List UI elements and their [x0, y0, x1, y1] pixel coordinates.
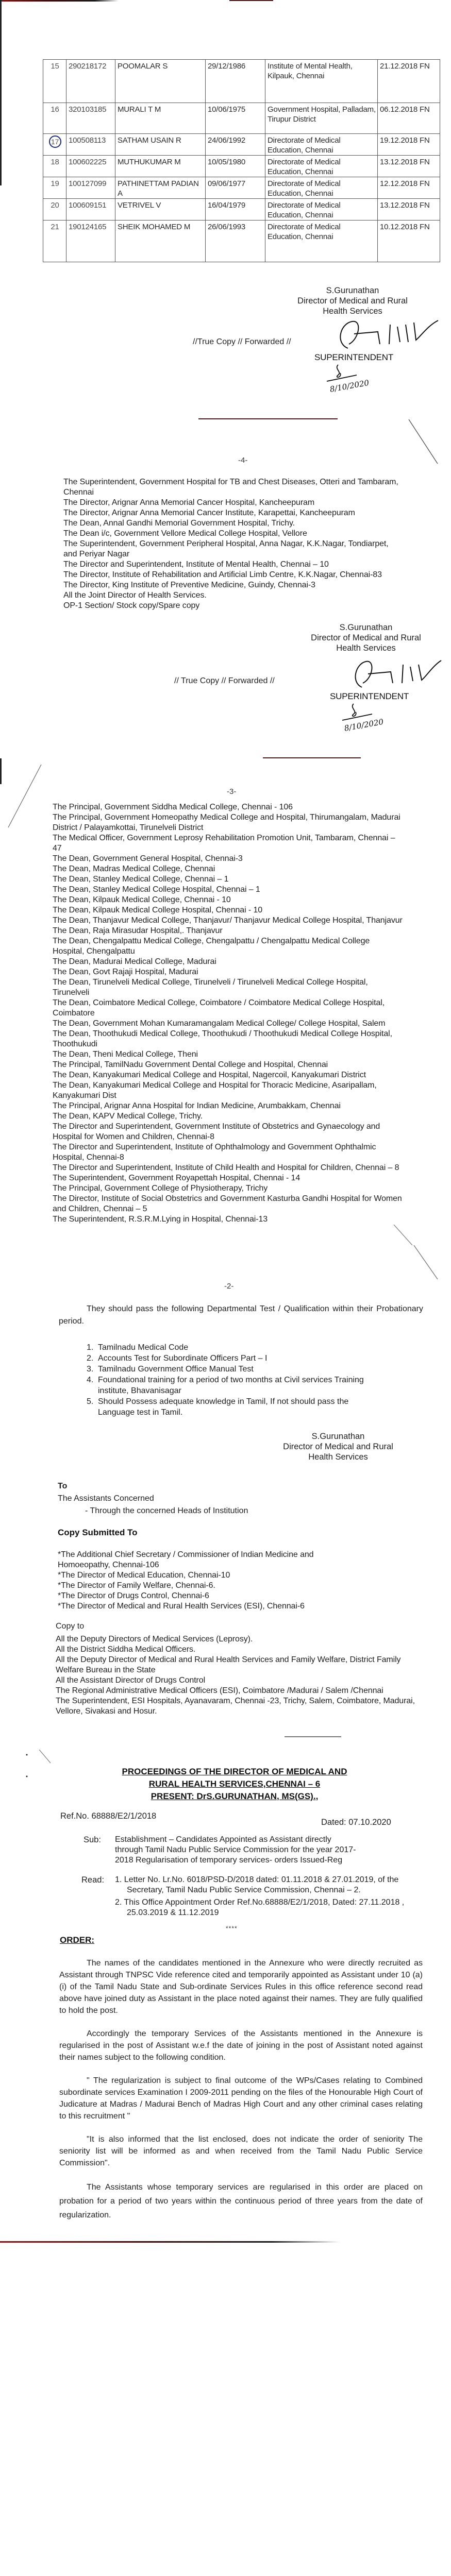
scan-edge-shadow	[0, 0, 119, 2]
signatory-block	[271, 1431, 405, 1462]
order-paragraph: The Assistants whose temporary services are regularised in this order are placed on probation for a period of two years within the continuous period of three years from the date of regularization.	[59, 2183, 423, 2219]
addressee-item: The Dean, Theni Medical College, Theni	[53, 1050, 198, 1059]
test-number: 5.	[87, 1397, 94, 1406]
probation-intro: They should pass the following Departmental Test / Qualification within their Probationary period.	[59, 1304, 423, 1326]
signatory-title: Health Services	[336, 643, 396, 653]
addressee-item: The Dean, Thanjavur Medical College, Thanjavur/ Thanjavur Medical College Hospital, Thanjavur	[53, 916, 403, 925]
true-copy-note: // True Copy // Forwarded //	[174, 676, 275, 685]
addressee-item: The Director and Superintendent, Government Institute of Obstetrics and Gynaecology and Hospital for Women and Children, Chennai-8	[53, 1122, 380, 1141]
addressee-list	[63, 477, 398, 611]
handwritten-date: 8/10/2020	[343, 717, 385, 733]
addressee-item: The Dean, Madurai Medical College, Madurai	[53, 957, 216, 966]
superintendent-label: SUPERINTENDENT	[330, 691, 409, 701]
addressee-item: The Director, Institute of Rehabilitation and Artificial Limb Centre, K.K.Nagar, Chennai-83	[63, 570, 382, 579]
signatory-title: Director of Medical and Rural	[311, 633, 421, 642]
order-paragraph: The names of the candidates mentioned in the Annexure who were directly recruited as Assistant through TNPSC Vide reference cited and temporarily appointed as Assistant under 10 (a)(i) of the Tamil Nadu State and Sub-ordinate Services Rules in this office reference second read above have joined duty as Assistant in the place noted against their names. They are fully qualified to hold the post.	[59, 1959, 423, 2015]
candidate-name-cell: SATHAM USAIN R	[115, 134, 206, 156]
candidate-name-cell: MUTHUKUMAR M	[115, 156, 206, 177]
order-paragraph: "It is also informed that the list enclosed, does not indicate the order of seniority The seniority list will be informed as and when received from the Tamil Nadu Public Service Commission".	[59, 2135, 423, 2167]
addressee-item: The Director and Superintendent, Institute of Mental Health, Chennai – 10	[63, 560, 329, 569]
handwritten-signature-icon	[346, 657, 444, 690]
scan-edge-shadow	[229, 0, 273, 1]
addressee-item: The Dean, Raja Mirasudar Hospital,. Thanjavur	[53, 926, 223, 935]
test-number: 4.	[87, 1376, 94, 1384]
candidate-name-cell: PATHINETTAM PADIAN A	[115, 177, 206, 199]
addressee-item: The Director, Arignar Anna Memorial Cancer Institute, Karapettai, Kancheepuram	[63, 509, 355, 517]
to-recipient: The Assistants Concerned	[58, 1494, 154, 1503]
addressee-item: The Dean, Thoothukudi Medical College, Thoothukudi / Thoothukudi Medical College Hospital, Thoothukudi	[53, 1029, 392, 1048]
addressee-item: The Dean, Chengalpattu Medical College, Chengalpattu / Chengalpattu Medical College Hospital, Chengalpattu	[53, 937, 370, 956]
date-of-birth-cell: 09/06/1977	[206, 177, 265, 199]
scan-edge-shadow	[0, 2241, 340, 2243]
serial-number-cell: 19	[43, 177, 66, 199]
addressee-item: The Principal, Arignar Anna Hospital for Indian Medicine, Arumbakkam, Chennai	[53, 1101, 341, 1110]
date-of-joining-cell: 19.12.2018 FN	[378, 134, 440, 156]
copy-to-item: All the Assistant Director of Drugs Control	[56, 1676, 206, 1685]
addressee-item: The Superintendent, Government Royapettah Hospital, Chennai - 14	[53, 1174, 300, 1182]
departmental-test-list	[87, 1342, 375, 1418]
date-of-birth-cell: 16/04/1979	[206, 199, 265, 221]
addressee-item: The Dean, Stanley Medical College, Chennai – 1	[53, 875, 229, 884]
page-number: -4-	[238, 456, 248, 465]
true-copy-note: //True Copy // Forwarded //	[193, 337, 291, 346]
candidate-name-cell: SHEIK MOHAMED M	[115, 221, 206, 262]
addressee-item: OP-1 Section/ Stock copy/Spare copy	[63, 601, 200, 610]
addressee-list	[53, 802, 403, 1225]
addressee-item: The Dean, Tirunelveli Medical College, Tirunelveli / Tirunelveli Medical College Hospital, Tirunelveli	[53, 978, 368, 997]
test-text: Tamilnadu Medical Code	[98, 1343, 189, 1352]
copy-to-item: The Superintendent, ESI Hospitals, Ayanavaram, Chennai -23, Trichy, Salem, Coimbatore, Madurai, Vellore, Sivakasi and Hosur.	[56, 1697, 415, 1716]
reference-number: Ref.No. 68888/E2/1/2018	[60, 1811, 157, 1821]
addressee-item: The Superintendent, R.S.R.M.Lying in Hospital, Chennai-13	[53, 1215, 268, 1224]
copy-submitted-item: *The Director of Medical Education, Chennai-10	[58, 1571, 230, 1580]
read-item: 1. Letter No. Lr.No. 6018/PSD-D/2018 dated: 01.11.2018 & 27.01.2019, of the Secretary, Tamil Nadu Public Service Commission, Chennai – 2.	[115, 1875, 399, 1894]
scan-pen-mark-icon	[410, 1245, 441, 1281]
addressee-item: The Principal, TamilNadu Government Dental College and Hospital, Chennai	[53, 1060, 328, 1069]
addressee-item: The Director and Superintendent, Institute of Child Health and Hospital for Children, Chennai – 8	[53, 1163, 399, 1172]
place-of-posting-cell: Directorate of Medical Education, Chennai	[265, 156, 378, 177]
page-number: -2-	[224, 1282, 234, 1291]
addressee-item: The Principal, Government Siddha Medical College, Chennai - 106	[53, 803, 293, 811]
addressee-item: The Dean, Govt Rajaji Hospital, Madurai	[53, 968, 198, 976]
serial-number-cell: 21	[43, 221, 66, 262]
test-text: Should Possess adequate knowledge in Tamil, If not should pass the Language test in Tamil.	[98, 1397, 349, 1417]
serial-number-cell: 15	[43, 60, 66, 103]
addressee-item: The Dean, Kilpauk Medical College, Chennai - 10	[53, 895, 231, 904]
annexure-table	[43, 59, 440, 262]
signatory-title: Director of Medical and Rural	[297, 296, 408, 306]
dated: Dated: 07.10.2020	[321, 1818, 391, 1827]
handwritten-signature-icon	[332, 317, 443, 351]
register-number-cell: 320103185	[66, 103, 115, 134]
page-annexure	[0, 0, 451, 419]
candidate-name-cell: POOMALAR S	[115, 60, 206, 103]
table-row	[43, 221, 440, 262]
signatory-name: S.Gurunathan	[311, 1432, 365, 1441]
addressee-item: The Dean, Government General Hospital, Chennai-3	[53, 854, 243, 863]
date-of-birth-cell: 10/05/1980	[206, 156, 265, 177]
date-of-joining-cell: 21.12.2018 FN	[378, 60, 440, 103]
scan-edge-border	[0, 758, 2, 784]
read-label: Read:	[81, 1875, 105, 1885]
copy-to-item: All the District Siddha Medical Officers.	[56, 1645, 196, 1654]
proceedings-title-line: PROCEEDINGS OF THE DIRECTOR OF MEDICAL AND	[122, 1767, 347, 1776]
addressee-item: The Dean, KAPV Medical College, Trichy.	[53, 1112, 203, 1121]
departmental-test-item	[87, 1396, 375, 1418]
copy-to-item: The Regional Administrative Medical Officers (ESI), Coimbatore /Madurai / Salem /Chennai	[56, 1686, 383, 1695]
date-of-birth-cell: 10/06/1975	[206, 103, 265, 134]
proceedings-title-line: PRESENT: DrS.GURUNATHAN, MS(GS).,	[151, 1791, 319, 1801]
signatory-title: Director of Medical and Rural	[283, 1442, 393, 1451]
page-one-proceedings	[0, 1737, 451, 2243]
read-item: 2. This Office Appointment Order Ref.No.68888/E2/1/2018, Dated: 27.11.2018 , 25.03.2019 & 11.12.2019	[115, 1898, 405, 1917]
subject-row	[83, 1835, 451, 1866]
to-label: To	[58, 1482, 68, 1490]
attestation-block	[0, 671, 451, 738]
separator-stars: ****	[226, 1925, 238, 1932]
proceedings-title	[0, 1766, 451, 1803]
scan-pen-mark-icon	[25, 1748, 56, 1778]
serial-number-cell: 18	[43, 156, 66, 177]
place-of-posting-cell: Directorate of Medical Education, Chennai	[265, 134, 378, 156]
addressee-item: The Dean, Kanyakumari Medical College and Hospital, Nagercoil, Kanyakumari District	[53, 1071, 366, 1079]
serial-number-cell: 20	[43, 199, 66, 221]
signatory-title: Health Services	[323, 307, 382, 316]
addressee-item: All the Joint Director of Health Services.	[63, 591, 207, 600]
copy-submitted-item: *The Director of Family Welfare, Chennai-6.	[58, 1581, 215, 1590]
circled-serial-number: 17	[49, 135, 61, 148]
date-of-birth-cell: 24/06/1992	[206, 134, 265, 156]
copy-to-heading: Copy to	[56, 1622, 85, 1631]
date-of-birth-cell: 26/06/1993	[206, 221, 265, 262]
signatory-block	[299, 622, 433, 653]
copy-submitted-heading: Copy Submitted To	[58, 1528, 138, 1537]
page-four	[0, 419, 451, 758]
copy-to-item: All the Deputy Directors of Medical Services (Leprosy).	[56, 1635, 253, 1643]
serial-number-cell: 16	[43, 103, 66, 134]
test-number: 2.	[87, 1354, 94, 1363]
candidate-name-cell: MURALI T M	[115, 103, 206, 134]
test-number: 1.	[87, 1343, 94, 1352]
table-row	[43, 156, 440, 177]
subject-label: Sub:	[83, 1835, 101, 1844]
departmental-test-item	[87, 1364, 375, 1375]
date-of-joining-cell: 06.12.2018 FN	[378, 103, 440, 134]
signatory-name: S.Gurunathan	[326, 286, 379, 295]
order-paragraph: " The regularization is subject to final outcome of the WPs/Cases relating to Combined subordinate services Examination I 2009-2011 pending on the files of the Honourable High Court of Judicature at Madras / Madurai Bench of Madras High Court and any other criminal cases relating to this recruitment "	[59, 2076, 423, 2121]
read-row	[81, 1875, 451, 1918]
date-of-birth-cell: 29/12/1986	[206, 60, 265, 103]
addressee-item: The Dean, Kilpauk Medical College Hospital, Chennai - 10	[53, 906, 263, 914]
place-of-posting-cell: Institute of Mental Health, Kilpauk, Chennai	[265, 60, 378, 103]
read-items	[115, 1875, 409, 1918]
scan-edge-border	[0, 0, 2, 185]
place-of-posting-cell: Government Hospital, Palladam, Tirupur District	[265, 103, 378, 134]
copy-to-item: All the Deputy Director of Medical and Rural Health Services and Family Welfare, District Family Welfare Bureau in the State	[56, 1655, 401, 1674]
table-row	[43, 134, 440, 156]
page-three	[0, 758, 451, 1245]
copy-submitted-item: *The Director of Drugs Control, Chennai-6	[58, 1591, 209, 1600]
addressee-item: The Superintendent, Government Peripheral Hospital, Anna Nagar, K.K.Nagar, Tondiarpet, and Periyar Nagar	[63, 539, 389, 558]
to-through: - Through the concerned Heads of Institution	[85, 1506, 248, 1515]
addressee-item: The Director, King Institute of Preventive Medicine, Guindy, Chennai-3	[63, 581, 315, 589]
addressee-item: The Dean, Government Mohan Kumaramangalam Medical College/ College Hospital, Salem	[53, 1019, 386, 1028]
addressee-item: The Dean i/c, Government Vellore Medical College Hospital, Vellore	[63, 529, 307, 538]
register-number-cell: 100127099	[66, 177, 115, 199]
addressee-item: The Superintendent, Government Hospital for TB and Chest Diseases, Otteri and Tambaram, Chennai	[63, 478, 398, 497]
scan-pen-mark-icon	[392, 1225, 417, 1245]
addressee-item: The Dean, Kanyakumari Medical College and Hospital for Thoracic Medicine, Asaripallam, Kanyakumari Dist	[53, 1081, 377, 1100]
test-number: 3.	[87, 1365, 94, 1374]
addressee-item: The Dean, Annal Gandhi Memorial Government Hospital, Trichy.	[63, 519, 295, 528]
signatory-block	[286, 285, 420, 316]
place-of-posting-cell: Directorate of Medical Education, Chennai	[265, 177, 378, 199]
date-of-joining-cell: 13.12.2018 FN	[378, 199, 440, 221]
addressee-item: The Director, Institute of Social Obstetrics and Government Kasturba Gandhi Hospital for Women and Children, Chennai – 5	[53, 1194, 402, 1213]
reference-row	[0, 1811, 451, 1828]
attestation-block	[0, 332, 451, 399]
addressee-item: The Dean, Coimbatore Medical College, Coimbatore / Coimbatore Medical College Hospital, Coimbatore	[53, 998, 385, 1018]
date-of-joining-cell: 13.12.2018 FN	[378, 156, 440, 177]
scan-pen-mark-icon	[4, 762, 45, 829]
addressee-item: The Dean, Stanley Medical College Hospital, Chennai – 1	[53, 885, 260, 894]
copy-submitted-item: *The Director of Medical and Rural Health Services (ESI), Chennai-6	[58, 1602, 305, 1611]
signatory-name: S.Gurunathan	[339, 623, 393, 632]
addressee-item: The Dean, Madras Medical College, Chennai	[53, 865, 215, 873]
table-row	[43, 199, 440, 221]
departmental-test-item	[87, 1353, 375, 1364]
table-row	[43, 60, 440, 103]
register-number-cell: 100609151	[66, 199, 115, 221]
signatory-title: Health Services	[308, 1452, 368, 1462]
test-text: Tamilnadu Government Office Manual Test	[98, 1365, 254, 1374]
subject-text: Establishment – Candidates Appointed as Assistant directly through Tamil Nadu Public Service Commission for the year 2017-2018 Regularisation of temporary services- orders Issued-Reg	[115, 1835, 356, 1865]
register-number-cell: 100508113	[66, 134, 115, 156]
addressee-item: The Director, Arignar Anna Memorial Cancer Hospital, Kancheepuram	[63, 498, 315, 507]
scan-pen-mark-icon	[405, 419, 441, 466]
proceedings-title-line: RURAL HEALTH SERVICES,CHENNAI – 6	[148, 1779, 321, 1789]
serial-number-cell	[43, 134, 66, 156]
copy-to-list	[56, 1634, 427, 1717]
table-row	[43, 177, 440, 199]
departmental-test-item	[87, 1375, 375, 1396]
superintendent-label: SUPERINTENDENT	[314, 352, 394, 362]
test-text: Accounts Test for Subordinate Officers Part – I	[98, 1354, 268, 1363]
addressee-item: The Director and Superintendent, Institute of Ophthalmology and Government Ophthalmic Hospital, Chennai-8	[53, 1143, 376, 1162]
copy-submitted-list	[58, 1550, 367, 1612]
table-row	[43, 103, 440, 134]
order-paragraph: Accordingly the temporary Services of the Assistants mentioned in the Annexure is regularised in the post of Assistant w.e.f the date of joining in the post of Assistant noted against their names subject to the following condition.	[59, 2029, 423, 2062]
place-of-posting-cell: Directorate of Medical Education, Chennai	[265, 199, 378, 221]
register-number-cell: 100602225	[66, 156, 115, 177]
handwritten-date: 8/10/2020	[329, 378, 370, 394]
order-heading: ORDER:	[60, 1935, 95, 1945]
place-of-posting-cell: Directorate of Medical Education, Chennai	[265, 221, 378, 262]
addressee-item: The Principal, Government Homeopathy Medical College and Hospital, Thirumangalam, Madurai District / Palayamkottai, Tirunelveli District	[53, 813, 400, 832]
date-of-joining-cell: 10.12.2018 FN	[378, 221, 440, 262]
addressee-item: The Medical Officer, Government Leprosy Rehabilitation Promotion Unit, Tambaram, Chennai – 47	[53, 834, 395, 853]
departmental-test-item	[87, 1342, 375, 1353]
test-text: Foundational training for a period of two months at Civil services Training institute, Bhavanisagar	[98, 1376, 364, 1395]
date-of-joining-cell: 12.12.2018 FN	[378, 177, 440, 199]
page-two	[0, 1245, 451, 1737]
page-number: -3-	[227, 787, 237, 796]
copy-submitted-item: *The Additional Chief Secretary / Commissioner of Indian Medicine and Homoeopathy, Chennai-106	[58, 1550, 314, 1569]
addressee-item: The Principal, Government College of Physiotherapy, Trichy	[53, 1184, 268, 1193]
register-number-cell: 290218172	[66, 60, 115, 103]
register-number-cell: 190124165	[66, 221, 115, 262]
candidate-name-cell: VETRIVEL V	[115, 199, 206, 221]
